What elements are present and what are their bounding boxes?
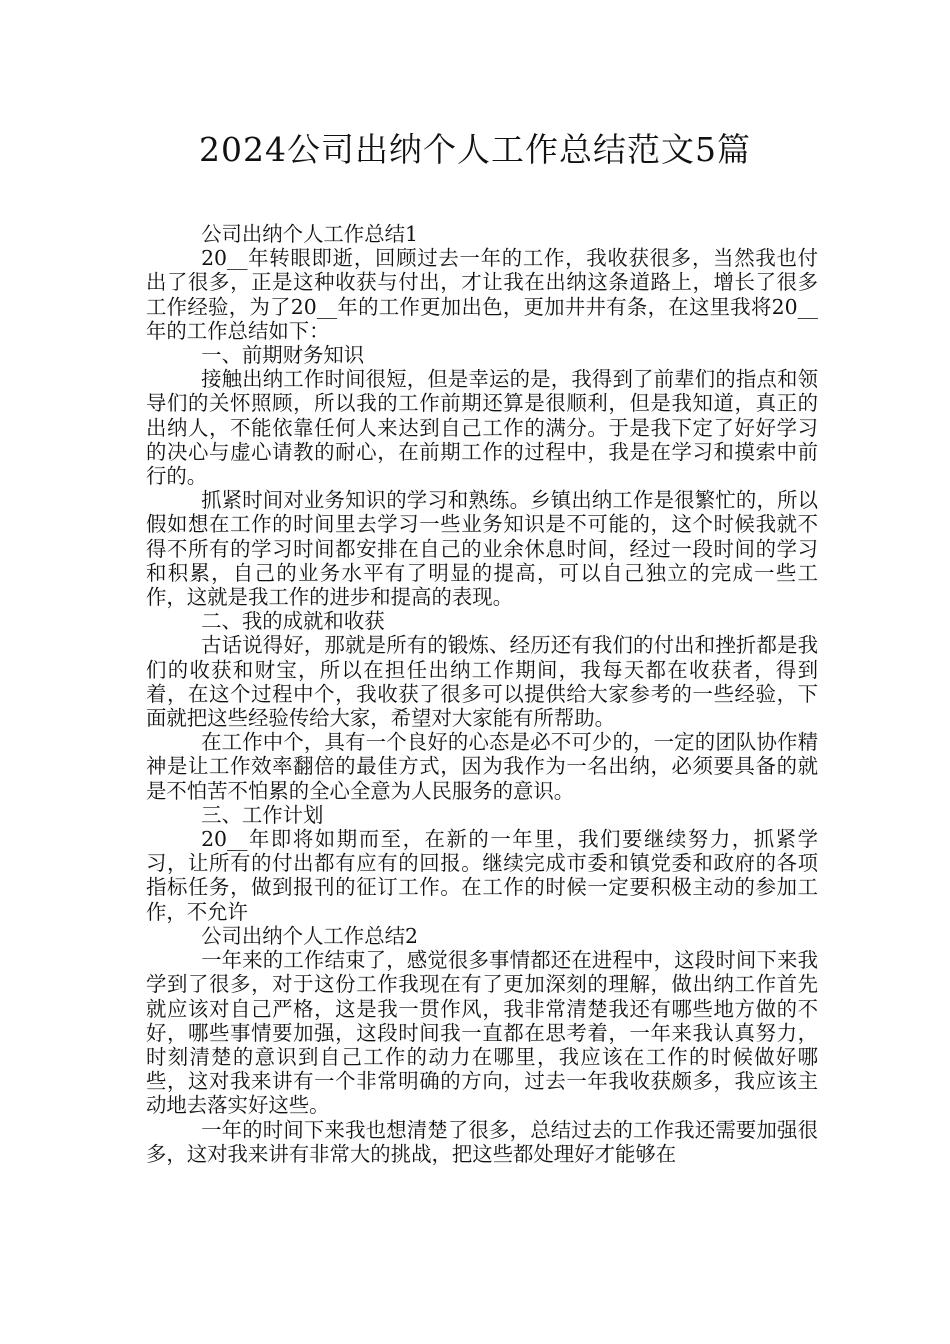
section-heading: 三、工作计划 <box>201 802 324 827</box>
paragraph: 古话说得好，那就是所有的锻炼、经历还有我们的付出和挫折都是我们的收获和财宝，所以在担任出纳工作期间，我每天都在收获者，得到着，在这个过程中个，我收获了很多可以提供给大家参考的一些经验，下面就把这些经验传给大家，希望对大家能有所帮助。 <box>146 633 818 731</box>
section-heading: 公司出纳个人工作总结2 <box>201 923 418 948</box>
section-heading: 二、我的成就和收获 <box>201 609 385 634</box>
paragraph: 一年来的工作结束了，感觉很多事情都还在进程中，这段时间下来我学到了很多，对于这份工作我现在有了更加深刻的理解，做出纳工作首先就应该对自己严格，这是我一贯作风，我非常清楚我还有哪些地方做的不好，哪些事情要加强，这段时间我一直都在思考着，一年来我认真努力，时刻清楚的意识到自己工作的动力在哪里，我应该在工作的时候做好哪些，这对我来讲有一个非常明确的方向，过去一年我收获颇多，我应该主动地去落实好这些。 <box>146 948 818 1118</box>
paragraph: 一年的时间下来我也想清楚了很多，总结过去的工作我还需要加强很多，这对我来讲有非常大的挑战，把这些都处理好才能够在 <box>146 1117 818 1166</box>
paragraph: 接触出纳工作时间很短，但是幸运的是，我得到了前辈们的指点和领导们的关怀照顾，所以我的工作前期还算是很顺利，但是我知道，真正的出纳人，不能依靠任何人来达到自己工作的满分。于是我下定了好好学习的决心与虚心请教的耐心，在前期工作的过程中，我是在学习和摸索中前行的。 <box>146 367 818 489</box>
document-body <box>146 222 818 1166</box>
document-title: 2024公司出纳个人工作总结范文5篇 <box>199 130 751 169</box>
section-heading: 一、前期财务知识 <box>201 343 365 368</box>
section-heading: 公司出纳个人工作总结1 <box>201 222 418 246</box>
paragraph: 在工作中个，具有一个良好的心态是必不可少的，一定的团队协作精神是让工作效率翻倍的最佳方式，因为我作为一名出纳，必须要具备的就是不怕苦不怕累的全心全意为人民服务的意识。 <box>146 730 818 803</box>
paragraph: 20__年即将如期而至，在新的一年里，我们要继续努力，抓紧学习，让所有的付出都有应有的回报。继续完成市委和镇党委和政府的各项指标任务，做到报刊的征订工作。在工作的时候一定要积极主动的参加工作，不允许 <box>146 827 818 924</box>
paragraph: 20__年转眼即逝，回顾过去一年的工作，我收获很多，当然我也付出了很多，正是这种收获与付出，才让我在出纳这条道路上，增长了很多工作经验，为了20__年的工作更加出色，更加井井有条，在这里我将20__年的工作总结如下： <box>146 246 818 343</box>
paragraph: 抓紧时间对业务知识的学习和熟练。乡镇出纳工作是很繁忙的，所以假如想在工作的时间里去学习一些业务知识是不可能的，这个时候我就不得不所有的学习时间都安排在自己的业余休息时间，经过一段时间的学习和积累，自己的业务水平有了明显的提高，可以自己独立的完成一些工作，这就是我工作的进步和提高的表现。 <box>146 488 818 610</box>
